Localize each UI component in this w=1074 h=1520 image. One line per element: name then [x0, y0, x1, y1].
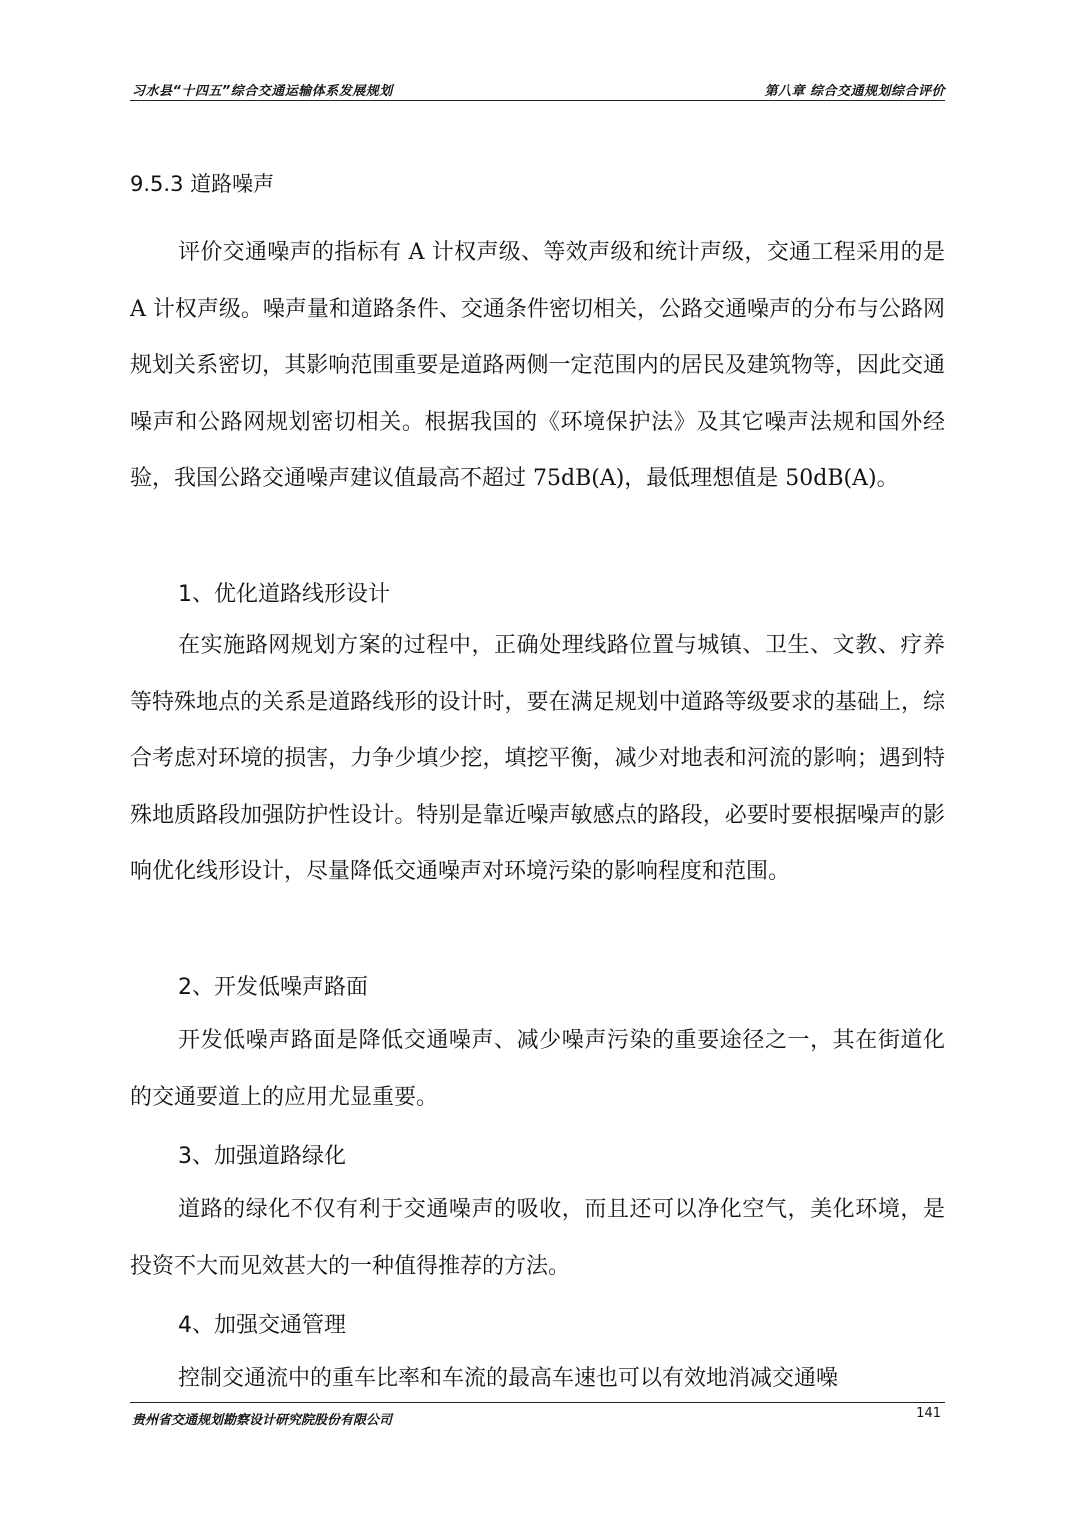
footer-company: 贵州省交通规划勘察设计研究院股份有限公司: [132, 1413, 393, 1428]
section-title: 9.5.3 道路噪声: [130, 172, 275, 196]
item-3-paragraph: 道路的绿化不仅有利于交通噪声的吸收，而且还可以净化空气，美化环境，是投资不大而见效甚大的一种值得推荐的方法。: [130, 1197, 945, 1279]
header-document-title: 习水县“十四五”综合交通运输体系发展规划: [132, 84, 393, 99]
item-3-heading: 3、加强道路绿化: [178, 1144, 346, 1169]
intro-paragraph: 评价交通噪声的指标有 A 计权声级、等效声级和统计声级，交通工程采用的是 A 计权声级。噪声量和道路条件、交通条件密切相关，公路交通噪声的分布与公路网规划关系密切，其影响范围重要是道路两侧一定范围内的居民及建筑物等，因此交通噪声和公路网规划密切相关。根据我国的《环境保护法》及其它噪声法规和国外经验，我国公路交通噪声建议值最高不超过 75dB(A)，最低理想值是 50dB(A)。: [130, 240, 945, 491]
item-4-heading: 4、加强交通管理: [178, 1313, 346, 1338]
header-chapter-title: 第八章 综合交通规划综合评价: [764, 84, 945, 99]
item-4-paragraph: 控制交通流中的重车比率和车流的最高车速也可以有效地消减交通噪: [178, 1366, 839, 1391]
item-2-heading: 2、开发低噪声路面: [178, 975, 368, 1000]
page-footer: [130, 1402, 945, 1429]
item-1-paragraph: 在实施路网规划方案的过程中，正确处理线路位置与城镇、卫生、文教、疗养等特殊地点的关系是道路线形的设计时，要在满足规划中道路等级要求的基础上，综合考虑对环境的损害，力争少填少挖，填挖平衡，减少对地表和河流的影响；遇到特殊地质路段加强防护性设计。特别是靠近噪声敏感点的路段，必要时要根据噪声的影响优化线形设计，尽量降低交通噪声对环境污染的影响程度和范围。: [130, 633, 945, 884]
page-number: 141: [916, 1406, 941, 1421]
page-header: [130, 78, 945, 101]
item-1-heading: 1、优化道路线形设计: [178, 582, 390, 607]
item-2-paragraph: 开发低噪声路面是降低交通噪声、减少噪声污染的重要途径之一，其在街道化的交通要道上的应用尤显重要。: [130, 1028, 945, 1110]
